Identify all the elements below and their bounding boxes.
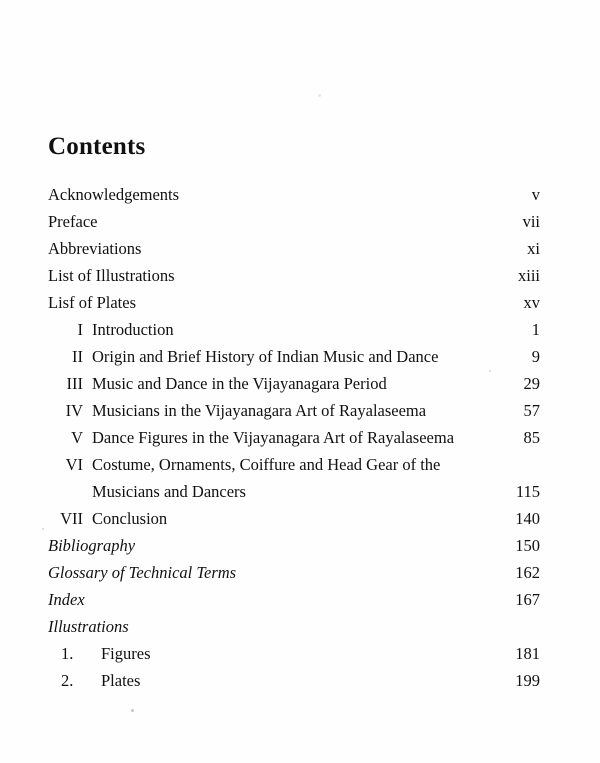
chapter-title-continued: Musicians and Dancers [92, 481, 246, 501]
toc-chapter-ii [48, 343, 540, 370]
toc-chapter-vi-continued [48, 478, 540, 505]
toc-chapter-v [48, 424, 540, 451]
toc-entry-page: 150 [515, 535, 540, 555]
toc-entry-index [48, 586, 540, 613]
toc-entry-bibliography [48, 532, 540, 559]
chapter-title: Origin and Brief History of Indian Music and Dance [92, 346, 439, 366]
chapter-numeral: I [77, 319, 83, 339]
toc-entry-list-of-plates [48, 289, 540, 316]
toc-entry-list-of-illustrations [48, 262, 540, 289]
scan-artifact [318, 94, 321, 97]
chapter-title: Conclusion [92, 508, 168, 528]
toc-entry-label: Glossary of Technical Terms [48, 562, 237, 582]
toc-entry-plates [48, 667, 540, 694]
chapter-title: Musicians in the Vijayanagara Art of Rayalaseema [92, 400, 427, 420]
toc-entry-acknowledgements [48, 181, 540, 208]
chapter-page: 85 [523, 427, 540, 447]
list-item-page: 199 [515, 670, 540, 690]
toc-entry-page: v [531, 184, 540, 204]
toc-entry-label: Abbreviations [48, 238, 142, 258]
chapter-numeral: V [71, 427, 83, 447]
chapter-page: 57 [523, 400, 540, 420]
toc-entry-label: Acknowledgements [48, 184, 180, 204]
chapter-page: 29 [523, 373, 540, 393]
toc-entry-page: 162 [515, 562, 540, 582]
page-title: Contents [48, 133, 146, 160]
toc-entry-glossary [48, 559, 540, 586]
chapter-page: 1 [531, 319, 540, 339]
toc-entry-label: Preface [48, 211, 98, 231]
scan-artifact [131, 709, 134, 712]
scan-artifact [42, 528, 44, 530]
toc-entry-figures [48, 640, 540, 667]
chapter-page: 9 [531, 346, 540, 366]
chapter-numeral: IV [65, 400, 83, 420]
toc-chapter-vii [48, 505, 540, 532]
chapter-title: Dance Figures in the Vijayanagara Art of Rayalaseema [92, 427, 455, 447]
chapter-numeral: II [72, 346, 83, 366]
toc-entry-page: xi [527, 238, 540, 258]
toc-entry-page: 167 [515, 589, 540, 609]
toc-entry-label: Index [48, 589, 85, 609]
toc-entry-abbreviations [48, 235, 540, 262]
toc-chapter-vi [48, 451, 540, 478]
list-item-page: 181 [515, 643, 540, 663]
toc-section-label: Illustrations [48, 616, 129, 636]
toc-entry-label: List of Illustrations [48, 265, 175, 285]
toc-entry-page: xv [523, 292, 540, 312]
toc-entry-page: vii [522, 211, 540, 231]
chapter-title: Music and Dance in the Vijayanagara Period [92, 373, 387, 393]
toc-chapter-iii [48, 370, 540, 397]
chapter-numeral: III [66, 373, 83, 393]
toc-chapter-i [48, 316, 540, 343]
table-of-contents [48, 133, 540, 694]
chapter-numeral: VII [60, 508, 83, 528]
list-item-number: 2. [61, 670, 74, 690]
list-item-number: 1. [61, 643, 74, 663]
chapter-numeral: VI [65, 454, 83, 474]
toc-entry-label: Bibliography [48, 535, 136, 555]
chapter-title: Costume, Ornaments, Coiffure and Head Gear of the [92, 454, 441, 474]
toc-entry-page: xiii [517, 265, 540, 285]
toc-entry-preface [48, 208, 540, 235]
toc-entry-label: Lisf of Plates [48, 292, 136, 312]
chapter-page: 115 [515, 481, 540, 501]
toc-section-illustrations [48, 613, 540, 640]
chapter-page: 140 [515, 508, 540, 528]
chapter-title: Introduction [92, 319, 174, 339]
list-item-label: Plates [101, 670, 141, 690]
list-item-label: Figures [101, 643, 151, 663]
toc-chapter-iv [48, 397, 540, 424]
